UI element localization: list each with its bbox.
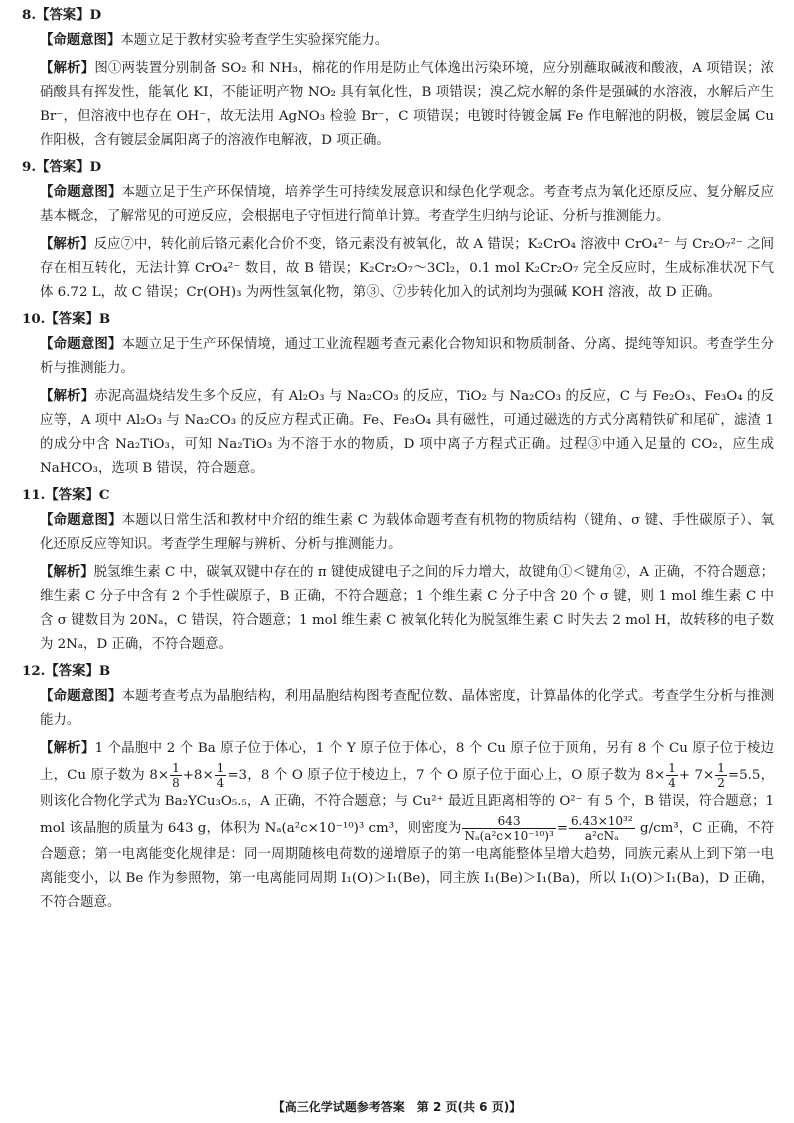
analysis-tag: 【解析】: [40, 388, 95, 404]
answer-label: 8.【答案】D: [22, 7, 102, 23]
analysis-text-5: =5.5，则该化合物化学式为 Ba₂YCu₃O₅.₅，A 正确，不符合题意；与 Cu²⁺ 最近且距离相等的 O²⁻ 有 5 个，B 错误，符合题意；1 mol 该晶胞的质量为 643 g，体积为 Nₐ(a²c×10⁻¹⁰)³ cm³，则密度为: [40, 768, 774, 836]
intent-text: 本题立足于教材实验考查学生实验探究能力。: [120, 33, 389, 48]
answer-label: 12.【答案】B: [22, 663, 111, 679]
fraction: [215, 761, 227, 790]
answer-label: 10.【答案】B: [22, 311, 111, 327]
analysis-paragraph: [40, 56, 774, 153]
analysis-tag: 【解析】: [40, 236, 94, 252]
intent-paragraph: [40, 684, 774, 733]
answer-label: 9.【答案】D: [22, 159, 102, 175]
analysis-tag: 【解析】: [40, 740, 95, 756]
numerator: 1: [172, 761, 180, 775]
density-fraction: [462, 814, 555, 843]
analysis-text-1: 1 个晶胞中 2 个 Ba 原子位于体心，1 个 Y 原子位于体心，8 个 Cu 原子位于顶角，另有 8 个 Cu 原子位于棱边上，Cu 原子数为 8×: [40, 741, 774, 783]
page-footer: 【高三化学试题参考答案 第 2 页(共 6 页)】: [272, 1100, 522, 1114]
analysis-paragraph: [40, 384, 774, 481]
intent-text: 本题考查考点为晶胞结构，利用晶胞结构图考查配位数、晶体密度，计算晶体的化学式。考查学生分析与推测能力。: [40, 689, 774, 728]
analysis-paragraph: [40, 736, 774, 915]
analysis-text-6: =: [556, 821, 568, 836]
denominator: Nₐ(a²c×10⁻¹⁰)³: [464, 829, 554, 843]
fraction: [666, 761, 678, 790]
analysis-text: 脱氢维生素 C 中，碳氧双键中存在的 π 键使成键电子之间的斥力增大，故键角①＜键角②，A 正确，不符合题意；维生素 C 分子中含有 2 个手性碳原子，B 正确，不符合题意；1 个维生素 C 分子中含 20 个 σ 键，则 1 mol 维生素 C 中含 σ 键数目为 20Nₐ，C 错误，符合题意；1 mol 维生素 C 被氧化转化为脱氢维生素 C 时失去 2 mol H，故转移的电子数为 2Nₐ，D 正确，不符合题意。: [40, 565, 774, 652]
numerator: 1: [668, 761, 676, 775]
denominator: 2: [717, 776, 725, 790]
intent-paragraph: [40, 180, 774, 229]
question-11: [22, 484, 774, 657]
density-result-fraction: [569, 814, 635, 843]
intent-tag: 【命题意图】: [40, 512, 122, 528]
analysis-text: 反应⑦中，转化前后铬元素化合价不变，铬元素没有被氧化，故 A 错误；K₂CrO₄ 溶液中 CrO₄²⁻ 与 Cr₂O₇²⁻ 之间存在相互转化，无法计算 CrO₄²⁻ 数目，故 B 错误；K₂Cr₂O₇～3Cl₂，0.1 mol K₂Cr₂O₇ 完全反应时，生成标准状况下气体 6.72 L，故 C 错误；Cr(OH)₃ 为两性氢氧化物，第③、⑦步转化加入的试剂均为强碱 KOH 溶液，故 D 正确。: [40, 237, 775, 300]
answer-page: [22, 4, 774, 918]
question-12: [22, 660, 774, 915]
denominator: 4: [668, 776, 676, 790]
numerator: 6.43×10³²: [571, 814, 633, 828]
fraction: [715, 761, 727, 790]
analysis-text: 图①两装置分别制备 SO₂ 和 NH₃，棉花的作用是防止气体逸出污染环境，应分别蘸取碱液和酸液，A 项错误；浓硝酸具有挥发性，能氧化 KI，不能证明产物 NO₂ 具有氧化性，B 项错误；溴乙烷水解的条件是强碱的水溶液，水解后产生 Br⁻，但溶液中也存在 OH⁻，故无法用 AgNO₃ 检验 Br⁻，C 项错误；电镀时待镀金属 Fe 作电解池的阴极，镀层金属 Cu 作阳极，含有镀层金属阳离子的溶液作电解液，D 项正确。: [40, 61, 774, 148]
question-9: [22, 156, 774, 305]
analysis-text-4: + 7×: [678, 768, 715, 783]
numerator: 1: [717, 761, 725, 775]
numerator: 643: [462, 814, 555, 829]
analysis-tag: 【解析】: [40, 60, 95, 76]
intent-paragraph: [40, 332, 774, 381]
fraction: [170, 761, 182, 790]
intent-paragraph: [40, 28, 774, 53]
intent-tag: 【命题意图】: [40, 336, 122, 352]
intent-text: 本题以日常生活和教材中介绍的维生素 C 为载体命题考查有机物的物质结构（键角、σ 键、手性碳原子）、氧化还原反应等知识。考查学生理解与辨析、分析与推测能力。: [40, 513, 774, 552]
question-8: [22, 4, 774, 153]
analysis-tag: 【解析】: [40, 564, 94, 580]
answer-label: 11.【答案】C: [22, 487, 110, 503]
analysis-paragraph: [40, 560, 774, 657]
intent-tag: 【命题意图】: [40, 32, 121, 48]
denominator: 4: [216, 776, 225, 790]
analysis-text: 赤泥高温烧结发生多个反应，有 Al₂O₃ 与 Na₂CO₃ 的反应，TiO₂ 与 Na₂CO₃ 的反应，C 与 Fe₂O₃、Fe₃O₄ 的反应等，A 项中 Al₂O₃ 与 Na₂CO₃ 的反应方程式正确。Fe、Fe₃O₄ 具有磁性，可通过磁选的方式分离精铁矿和尾矿，滤渣 1 的成分中含 Na₂TiO₃，可知 Na₂TiO₃ 为不溶于水的物质，D 项中离子方程式正确。过程③中通入足量的 CO₂，应生成 NaHCO₃，选项 B 错误，符合题意。: [40, 389, 775, 476]
denominator: a²cNₐ: [584, 829, 619, 843]
analysis-paragraph: [40, 232, 774, 305]
intent-tag: 【命题意图】: [40, 688, 122, 704]
intent-text: 本题立足于生产环保情境，通过工业流程题考查元素化合物知识和物质制备、分离、提纯等知识。考查学生分析与推测能力。: [40, 337, 774, 376]
analysis-text-2: +8×: [182, 768, 214, 783]
analysis-text-7: g/cm³，C 正确，不符合题意；第一电离能变化规律是：同一周期随核电荷数的递增原子的第一电离能整体呈增大趋势，同族元素从上到下第一电离能变小，以 Be 作为参照物，第一电离能同周期 I₁(O)＞I₁(Be)，同主族 I₁(Be)＞I₁(Ba)，所以 I₁(O)＞I₁(Ba)，D 正确，不符合题意。: [40, 821, 774, 910]
question-10: [22, 308, 774, 481]
denominator: 8: [172, 776, 180, 790]
intent-tag: 【命题意图】: [40, 184, 122, 200]
analysis-text-3: =3，8 个 O 原子位于棱边上，7 个 O 原子位于面心上，O 原子数为 8×: [227, 768, 666, 783]
numerator: 1: [216, 761, 225, 775]
intent-text: 本题立足于生产环保情境，培养学生可持续发展意识和绿色化学观念。考查考点为氧化还原反应、复分解反应基本概念，了解常见的可逆反应，会根据电子守恒进行简单计算。考查学生归纳与论证、分析与推测能力。: [40, 185, 774, 224]
intent-paragraph: [40, 508, 774, 557]
